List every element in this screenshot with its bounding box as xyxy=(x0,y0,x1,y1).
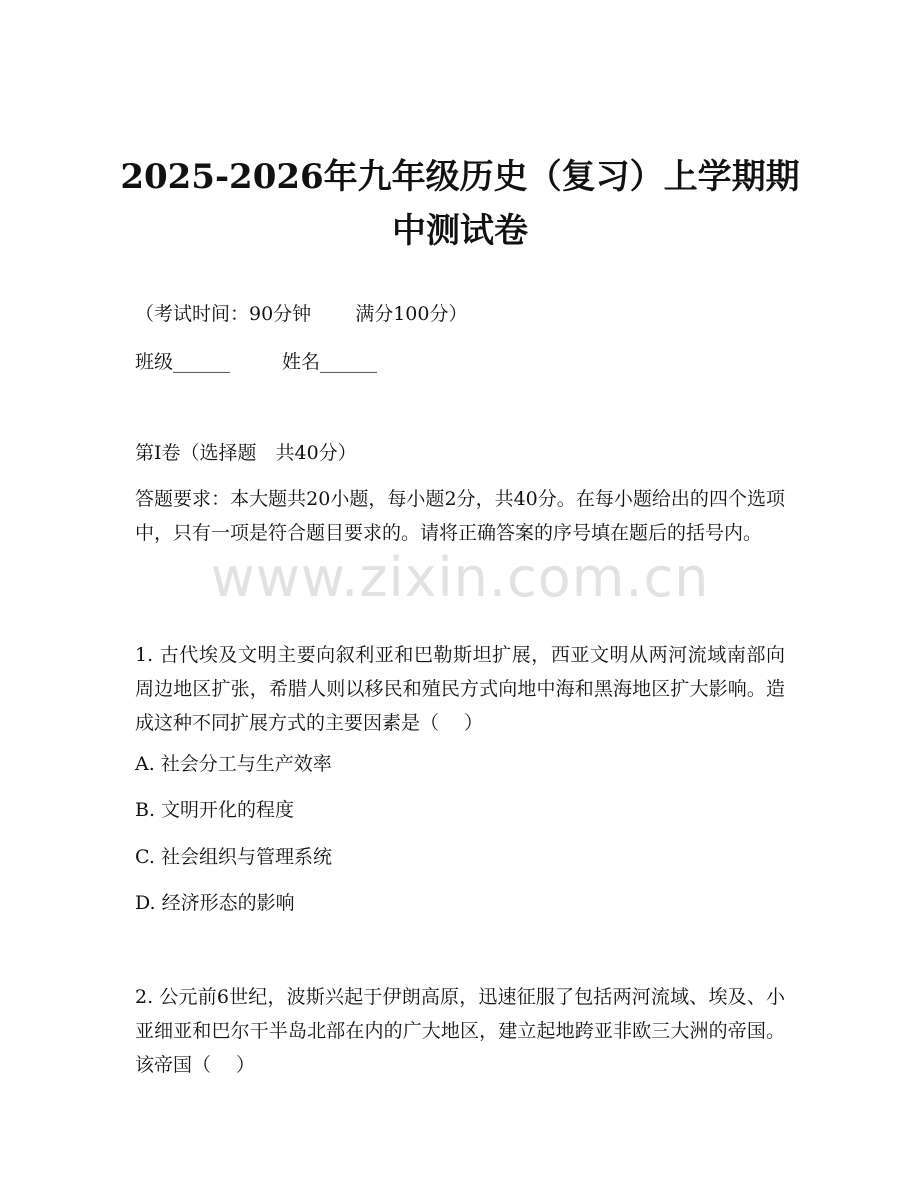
exam-info xyxy=(135,297,785,331)
exam-time: （考试时间：90分钟 xyxy=(135,303,312,325)
full-score: 满分100分） xyxy=(355,303,468,325)
question-1-option-b: B. 文明开化的程度 xyxy=(135,799,295,821)
student-info xyxy=(135,345,785,379)
question-1-stem: 1. 古代埃及文明主要向叙利亚和巴勒斯坦扩展，西亚文明从两河流域南部向周边地区扩张，希腊人则以移民和殖民方式向地中海和黑海地区扩大影响。造成这种不同扩展方式的主要因素是（ ） xyxy=(135,644,785,734)
watermark: www.zixin.com.cn xyxy=(210,546,710,609)
title-line-2: 中测试卷 xyxy=(392,211,528,251)
question-1-option-a: A. 社会分工与生产效率 xyxy=(135,753,332,775)
question-1-option-d: D. 经济形态的影响 xyxy=(135,892,295,914)
section-title: 第Ⅰ卷（选择题 共40分） xyxy=(135,442,357,464)
title-line-1: 2025-2026年九年级历史（复习）上学期期 xyxy=(120,157,800,197)
question-1-option-c: C. 社会组织与管理系统 xyxy=(135,846,332,868)
name-field: 姓名______ xyxy=(282,351,378,373)
question-2-stem: 2. 公元前6世纪，波斯兴起于伊朗高原，迅速征服了包括两河流域、埃及、小亚细亚和巴尔干半岛北部在内的广大地区，建立起地跨亚非欧三大洲的帝国。该帝国（ ） xyxy=(135,986,785,1076)
instructions: 答题要求：本大题共20小题，每小题2分，共40分。在每小题给出的四个选项中，只有一项是符合题目要求的。请将正确答案的序号填在题后的括号内。 xyxy=(135,488,785,544)
exam-title xyxy=(60,150,860,258)
class-field: 班级______ xyxy=(135,351,231,373)
